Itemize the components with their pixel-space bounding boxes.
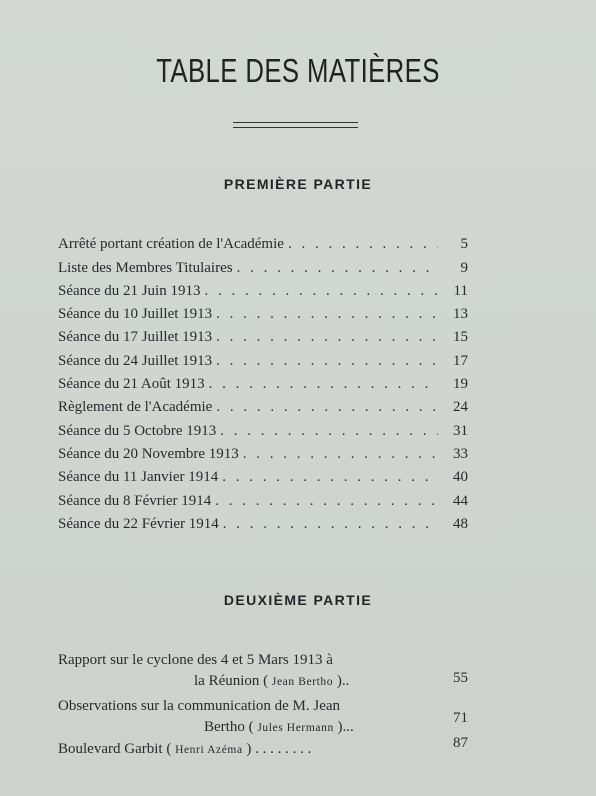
- toc-entry-title: Séance du 17 Juillet 1913: [58, 329, 213, 346]
- toc-entry-title-part: la Réunion: [194, 673, 260, 689]
- toc-entry-title-cont: Bertho ( Jules Hermann )...: [204, 719, 354, 735]
- toc-entry-title: Boulevard Garbit: [58, 741, 163, 757]
- toc-entry-page: 33: [453, 445, 468, 462]
- toc-entry-page: 31: [453, 422, 468, 439]
- toc-entry-page: 13: [453, 306, 468, 323]
- toc-entry-title: Séance du 8 Février 1914: [58, 492, 212, 509]
- toc-entry: [58, 277, 468, 300]
- toc-entry-title: Règlement de l'Académie: [58, 399, 213, 416]
- toc-entry-page: 87: [453, 735, 468, 751]
- toc-entry-title: Liste des Membres Titulaires: [58, 259, 233, 276]
- toc-entry-page: 11: [453, 282, 468, 299]
- toc-entry: [58, 698, 468, 736]
- title-rule-top: [233, 122, 358, 123]
- toc-entry-author: Jules Hermann: [257, 722, 334, 734]
- part1-heading: PREMIÈRE PARTIE: [223, 176, 373, 192]
- dot-leader: [212, 353, 438, 370]
- toc-entry-title: Séance du 21 Juin 1913: [58, 282, 201, 299]
- dot-leader: [212, 306, 438, 323]
- toc-entry-title-cont: la Réunion ( Jean Bertho )..: [194, 673, 350, 689]
- toc-entry: [58, 230, 468, 253]
- toc-entry: [58, 486, 468, 509]
- dot-leader: [212, 329, 438, 346]
- toc-entry: [58, 510, 468, 533]
- toc-entry: [58, 370, 468, 393]
- toc-entry-title: Séance du 20 Novembre 1913: [58, 445, 239, 462]
- dot-leader: [239, 446, 438, 463]
- toc-entry-title: Séance du 5 Octobre 1913: [58, 422, 217, 439]
- toc-entry-title: Séance du 10 Juillet 1913: [58, 306, 213, 323]
- toc-entry: [58, 463, 468, 486]
- toc-entry-title-line: Boulevard Garbit ( Henri Azéma ) . . . . . . . .: [58, 741, 312, 757]
- toc-entry-title-part: Bertho: [204, 719, 245, 735]
- dot-leader: [216, 423, 438, 440]
- toc-entry-page: 44: [453, 492, 468, 509]
- toc-entry-page: 40: [453, 469, 468, 486]
- toc-entry-page: 5: [460, 236, 468, 253]
- toc-entry: [58, 416, 468, 439]
- toc-entry-author: Henri Azéma: [175, 744, 243, 756]
- title-rule-bottom: [233, 127, 358, 128]
- dot-leader: [219, 516, 438, 533]
- toc-entry-page: 17: [453, 352, 468, 369]
- toc-entry-title: Séance du 24 Juillet 1913: [58, 352, 213, 369]
- toc-entry-title: Observations sur la communication de M. Jean: [58, 698, 341, 714]
- toc-entry: [58, 300, 468, 323]
- toc-entry-page: 24: [453, 399, 468, 416]
- toc-entry: [58, 253, 468, 276]
- toc-entry-title: Rapport sur le cyclone des 4 et 5 Mars 1913 à: [58, 652, 333, 668]
- dot-leader: [211, 493, 438, 510]
- dot-leader: [284, 236, 438, 253]
- toc-entry-page: 48: [453, 515, 468, 532]
- dot-leader: [233, 260, 438, 277]
- toc-entry-page: 19: [453, 376, 468, 393]
- toc-entry: [58, 440, 468, 463]
- toc-entry: [58, 735, 468, 758]
- toc-entry-author: Jean Bertho: [271, 676, 334, 688]
- toc-entry-title: Séance du 22 Février 1914: [58, 515, 219, 532]
- dot-leader: [212, 399, 438, 416]
- toc-entry-title: Séance du 11 Janvier 1914: [58, 469, 219, 486]
- toc-entry-title: Séance du 21 Août 1913: [58, 376, 205, 393]
- toc-entry: [58, 393, 468, 416]
- page-title: TABLE DES MATIÈRES: [156, 52, 440, 89]
- toc-entry-page: 55: [453, 670, 468, 686]
- toc-entry-page: 9: [460, 259, 468, 276]
- toc-entry: [58, 652, 468, 690]
- dot-leader: [200, 283, 438, 300]
- toc-entry: [58, 346, 468, 369]
- dot-leader: [218, 469, 438, 486]
- part2-heading: DEUXIÈME PARTIE: [223, 592, 373, 608]
- part1-toc: [58, 230, 468, 533]
- toc-entry-title: Arrêté portant création de l'Académie: [58, 236, 284, 253]
- toc-entry-page: 15: [453, 329, 468, 346]
- dot-leader: [205, 376, 438, 393]
- toc-entry-page: 71: [453, 710, 468, 726]
- toc-entry: [58, 323, 468, 346]
